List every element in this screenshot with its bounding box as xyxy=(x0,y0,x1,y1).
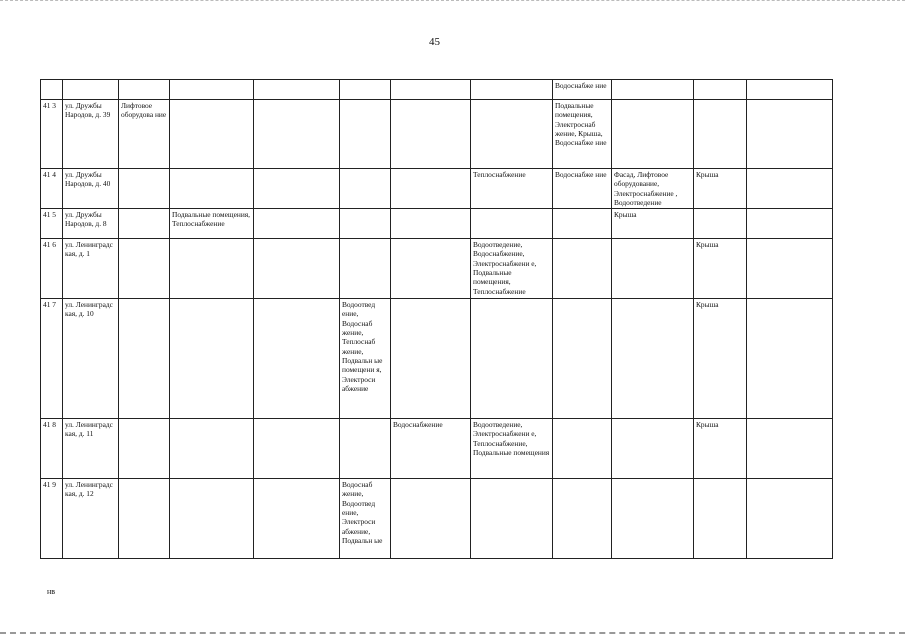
table-cell xyxy=(170,479,254,559)
table-cell xyxy=(119,209,170,239)
table-cell xyxy=(119,299,170,419)
table-cell xyxy=(391,80,471,100)
table-cell xyxy=(553,209,612,239)
table-cell xyxy=(119,479,170,559)
table-cell xyxy=(170,169,254,209)
table-cell xyxy=(254,419,340,479)
row-number-cell: 41 4 xyxy=(41,169,63,209)
table-cell xyxy=(170,239,254,299)
table-cell xyxy=(170,100,254,169)
repair-schedule-table xyxy=(40,79,833,559)
row-number-cell: 41 3 xyxy=(41,100,63,169)
table-cell xyxy=(694,100,747,169)
table-cell xyxy=(612,299,694,419)
table-cell xyxy=(747,239,833,299)
table-cell xyxy=(391,299,471,419)
table-cell: Теплоснабжение xyxy=(471,169,553,209)
table-cell xyxy=(553,479,612,559)
table-cell xyxy=(340,419,391,479)
table-cell xyxy=(254,209,340,239)
row-number-cell: 41 6 xyxy=(41,239,63,299)
table-cell: Водоснабже ние xyxy=(553,80,612,100)
address-cell: ул. Дружбы Народов, д. 39 xyxy=(63,100,119,169)
table-cell xyxy=(391,169,471,209)
table-cell xyxy=(340,80,391,100)
table-cell xyxy=(391,209,471,239)
table-cell: Подвальные помещения, Электроснаб жение, Крыша, Водоснабже ние xyxy=(553,100,612,169)
address-cell: ул. Ленинградс кая, д. 11 xyxy=(63,419,119,479)
table-cell xyxy=(471,80,553,100)
table-cell: Крыша xyxy=(694,169,747,209)
table-cell xyxy=(747,209,833,239)
table-cell: Крыша xyxy=(694,239,747,299)
table-cell: Водоснабже ние xyxy=(553,169,612,209)
table-cell xyxy=(553,239,612,299)
table-cell xyxy=(694,209,747,239)
table-cell xyxy=(340,209,391,239)
table-cell xyxy=(612,419,694,479)
table-cell xyxy=(747,479,833,559)
row-number-cell: 41 8 xyxy=(41,419,63,479)
table-row xyxy=(41,209,833,239)
table-cell xyxy=(254,479,340,559)
table-cell: Крыша xyxy=(694,419,747,479)
table-cell xyxy=(747,169,833,209)
row-number-cell: 41 5 xyxy=(41,209,63,239)
table-cell xyxy=(254,299,340,419)
table-cell xyxy=(119,419,170,479)
address-cell: ул. Ленинградс кая, д. 12 xyxy=(63,479,119,559)
table-cell xyxy=(254,239,340,299)
table-cell: Крыша xyxy=(694,299,747,419)
table-cell xyxy=(747,419,833,479)
address-cell: ул. Дружбы Народов, д. 8 xyxy=(63,209,119,239)
table-cell xyxy=(170,80,254,100)
table-cell: Водоснаб жение, Водоотвед ение, Электроси абжение, Подвальн ые xyxy=(340,479,391,559)
table-cell xyxy=(119,80,170,100)
table-cell xyxy=(612,80,694,100)
table-cell xyxy=(170,299,254,419)
table-cell xyxy=(391,239,471,299)
row-number-cell xyxy=(41,80,63,100)
scan-edge-top xyxy=(0,0,905,1)
table-row xyxy=(41,299,833,419)
table-cell xyxy=(340,239,391,299)
table-cell: Водоснабжение xyxy=(391,419,471,479)
table-row xyxy=(41,80,833,100)
table-cell xyxy=(553,419,612,479)
table-cell xyxy=(471,209,553,239)
table-row xyxy=(41,479,833,559)
table-cell: Фасад, Лифтовое оборудование, Электроснабжение , Водоотведение xyxy=(612,169,694,209)
table-cell xyxy=(694,479,747,559)
table-cell xyxy=(747,299,833,419)
table-cell xyxy=(612,479,694,559)
table-cell: Подвальные помещения, Теплоснабжение xyxy=(170,209,254,239)
table-body xyxy=(41,80,833,559)
table-cell xyxy=(340,169,391,209)
table-cell xyxy=(340,100,391,169)
address-cell: ул. Ленинградс кая, д. 1 xyxy=(63,239,119,299)
table-cell xyxy=(612,239,694,299)
footer-mark: нв xyxy=(47,587,56,596)
table-cell xyxy=(471,100,553,169)
table-cell xyxy=(119,169,170,209)
address-cell xyxy=(63,80,119,100)
table-row xyxy=(41,169,833,209)
table-cell: Крыша xyxy=(612,209,694,239)
table-cell xyxy=(471,299,553,419)
table-cell xyxy=(694,80,747,100)
table-row xyxy=(41,419,833,479)
table-cell xyxy=(170,419,254,479)
page-number: 45 xyxy=(429,36,440,48)
table-cell xyxy=(747,100,833,169)
table-cell xyxy=(391,479,471,559)
scan-edge-bottom xyxy=(0,632,905,634)
table-cell xyxy=(254,80,340,100)
table-cell xyxy=(612,100,694,169)
table-cell xyxy=(471,479,553,559)
table-cell: Водоотвед ение, Водоснаб жение, Теплоснаб жение, Подвальн ые помещени я, Электроси абжение xyxy=(340,299,391,419)
table-cell xyxy=(254,100,340,169)
table-cell xyxy=(391,100,471,169)
table-cell xyxy=(747,80,833,100)
address-cell: ул. Ленинградс кая, д. 10 xyxy=(63,299,119,419)
table-cell xyxy=(553,299,612,419)
address-cell: ул. Дружбы Народов, д. 40 xyxy=(63,169,119,209)
table-cell xyxy=(254,169,340,209)
table-row xyxy=(41,100,833,169)
table-row xyxy=(41,239,833,299)
table-cell: Лифтовое оборудова ние xyxy=(119,100,170,169)
table-cell xyxy=(119,239,170,299)
row-number-cell: 41 7 xyxy=(41,299,63,419)
table-cell: Водоотведение, Водоснабжение, Электроснабжени е, Подвальные помещения, Теплоснабжение xyxy=(471,239,553,299)
row-number-cell: 41 9 xyxy=(41,479,63,559)
table-cell: Водоотведение, Электроснабжени е, Теплоснабжение, Подвальные помещения xyxy=(471,419,553,479)
